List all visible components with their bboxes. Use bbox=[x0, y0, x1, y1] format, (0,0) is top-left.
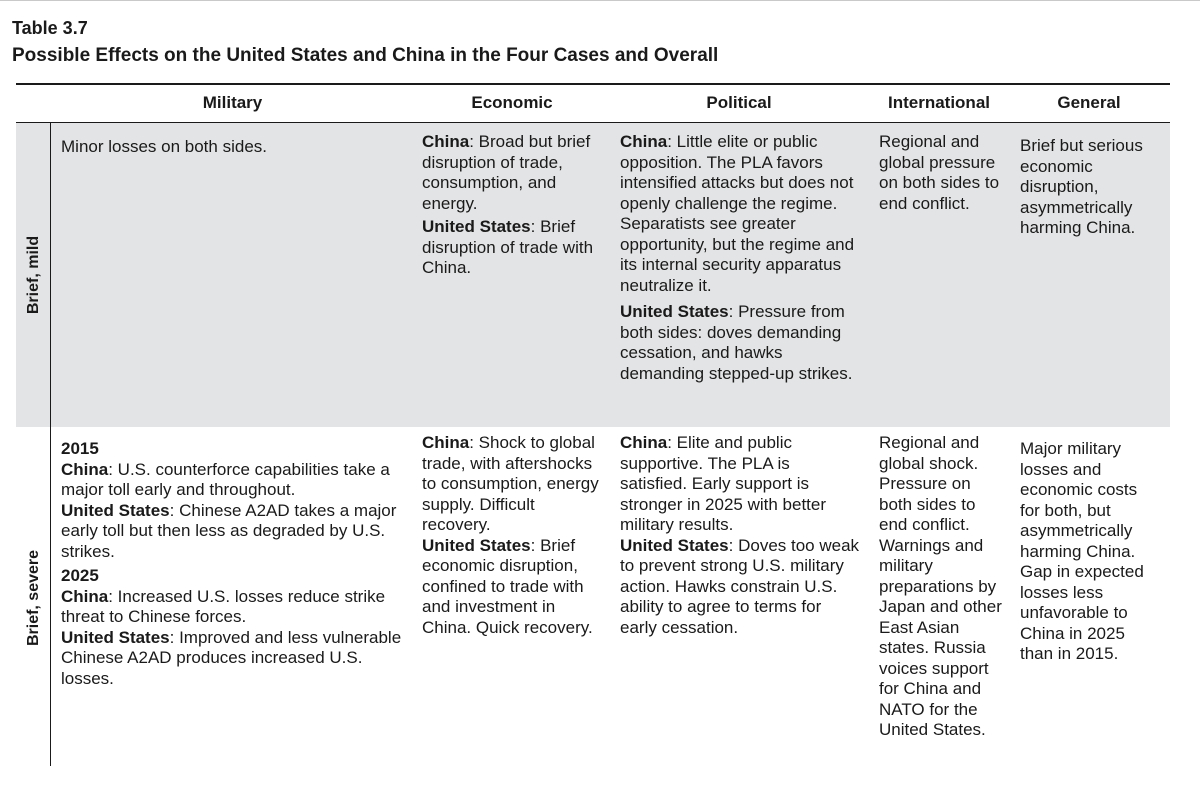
cell-brief-severe-military bbox=[61, 439, 413, 689]
cell-brief-mild-economic bbox=[422, 132, 608, 279]
political-china-text: : Elite and public supportive. The PLA is satisfied. Early support is stronger in 2025 with better military results. bbox=[620, 433, 827, 534]
cell-brief-severe-international: Regional and global shock. Pressure on both sides to end conflict. Warnings and military preparations by Japan and other East Asian states. Russia voices support for China and NATO for the United States. bbox=[879, 433, 1002, 739]
table-label: Table 3.7 bbox=[12, 18, 88, 38]
year-heading-2015: 2015 bbox=[61, 439, 99, 458]
cell-brief-mild-political bbox=[620, 132, 860, 384]
cell-brief-severe-general: Major military losses and economic costs for both, but asymmetrically harming China. Gap in expected losses less unfavorable to China in 2025 than in 2015. bbox=[1020, 439, 1144, 663]
military-2025-us-text: : Improved and less vulnerable Chinese A2AD produces increased U.S. losses. bbox=[61, 627, 402, 688]
economic-china-entry bbox=[422, 433, 608, 536]
military-2015-us-entry bbox=[61, 501, 413, 563]
economic-china-entry bbox=[422, 132, 608, 214]
military-text: Minor losses on both sides. bbox=[61, 137, 267, 156]
cell-brief-severe-political bbox=[620, 433, 860, 638]
column-header-military: Military bbox=[202, 93, 263, 112]
column-header-economic: Economic bbox=[471, 93, 553, 112]
economic-us-text: : Brief disruption of trade with China. bbox=[422, 217, 594, 277]
economic-china-text: : Broad but brief disruption of trade, consumption, and energy. bbox=[422, 132, 591, 213]
cell-brief-severe-economic bbox=[422, 433, 608, 638]
page-top-border bbox=[0, 0, 1200, 1]
cell-brief-mild-military bbox=[61, 137, 401, 158]
military-2025-china-entry bbox=[61, 587, 413, 628]
us-label: United States bbox=[620, 535, 729, 555]
military-2015-us-text: : Chinese A2AD takes a major early toll but then less as degraded by U.S. strikes. bbox=[61, 500, 397, 561]
china-label: China bbox=[422, 433, 470, 452]
china-label: China bbox=[61, 459, 109, 479]
us-label: United States bbox=[422, 535, 531, 555]
political-china-text: : Little elite or public opposition. The PLA favors intensified attacks but does not openly challenge the regime. Separatists see greater opportunity, but the regime and its internal security apparatus neutralize it. bbox=[620, 132, 855, 295]
column-header-political: Political bbox=[706, 93, 772, 112]
economic-us-entry bbox=[422, 217, 608, 279]
column-header-general: General bbox=[1057, 93, 1121, 112]
political-us-entry bbox=[620, 302, 860, 384]
column-header-international: International bbox=[887, 93, 990, 112]
us-label: United States bbox=[61, 627, 170, 647]
economic-us-text: : Brief economic disruption, confined to trade with and investment in China. Quick recovery. bbox=[422, 535, 593, 637]
political-us-text: : Doves too weak to prevent strong U.S. military action. Hawks constrain U.S. ability to agree to terms for early cessation. bbox=[620, 535, 860, 637]
row-label-brief-mild: Brief, mild bbox=[25, 235, 42, 315]
row-label-brief-severe: Brief, severe bbox=[25, 549, 42, 647]
china-label: China bbox=[422, 132, 470, 151]
cell-brief-mild-international: Regional and global pressure on both sides to end conflict. bbox=[879, 132, 1000, 213]
political-us-text: : Pressure from both sides: doves demanding cessation, and hawks demanding stepped-up strikes. bbox=[620, 302, 853, 383]
military-2025-china-text: : Increased U.S. losses reduce strike threat to Chinese forces. bbox=[61, 586, 386, 626]
cell-brief-mild-general: Brief but serious economic disruption, asymmetrically harming China. bbox=[1020, 136, 1143, 237]
political-china-entry bbox=[620, 433, 860, 536]
economic-china-text: : Shock to global trade, with aftershocks to consumption, energy supply. Difficult recovery. bbox=[422, 433, 599, 534]
economic-us-entry bbox=[422, 536, 608, 639]
military-2015-china-entry bbox=[61, 460, 413, 501]
military-2015-china-text: : U.S. counterforce capabilities take a major toll early and throughout. bbox=[61, 459, 390, 499]
china-label: China bbox=[61, 586, 109, 606]
us-label: United States bbox=[620, 302, 729, 321]
us-label: United States bbox=[422, 217, 531, 236]
military-2025-us-entry bbox=[61, 628, 413, 690]
china-label: China bbox=[620, 433, 668, 452]
political-china-entry bbox=[620, 132, 860, 296]
china-label: China bbox=[620, 132, 668, 151]
political-us-entry bbox=[620, 536, 860, 639]
row-label-divider bbox=[50, 123, 51, 766]
table-title: Possible Effects on the United States and China in the Four Cases and Overall bbox=[12, 45, 719, 66]
us-label: United States bbox=[61, 500, 170, 520]
table-top-rule bbox=[16, 83, 1170, 85]
year-heading-2025: 2025 bbox=[61, 566, 99, 585]
